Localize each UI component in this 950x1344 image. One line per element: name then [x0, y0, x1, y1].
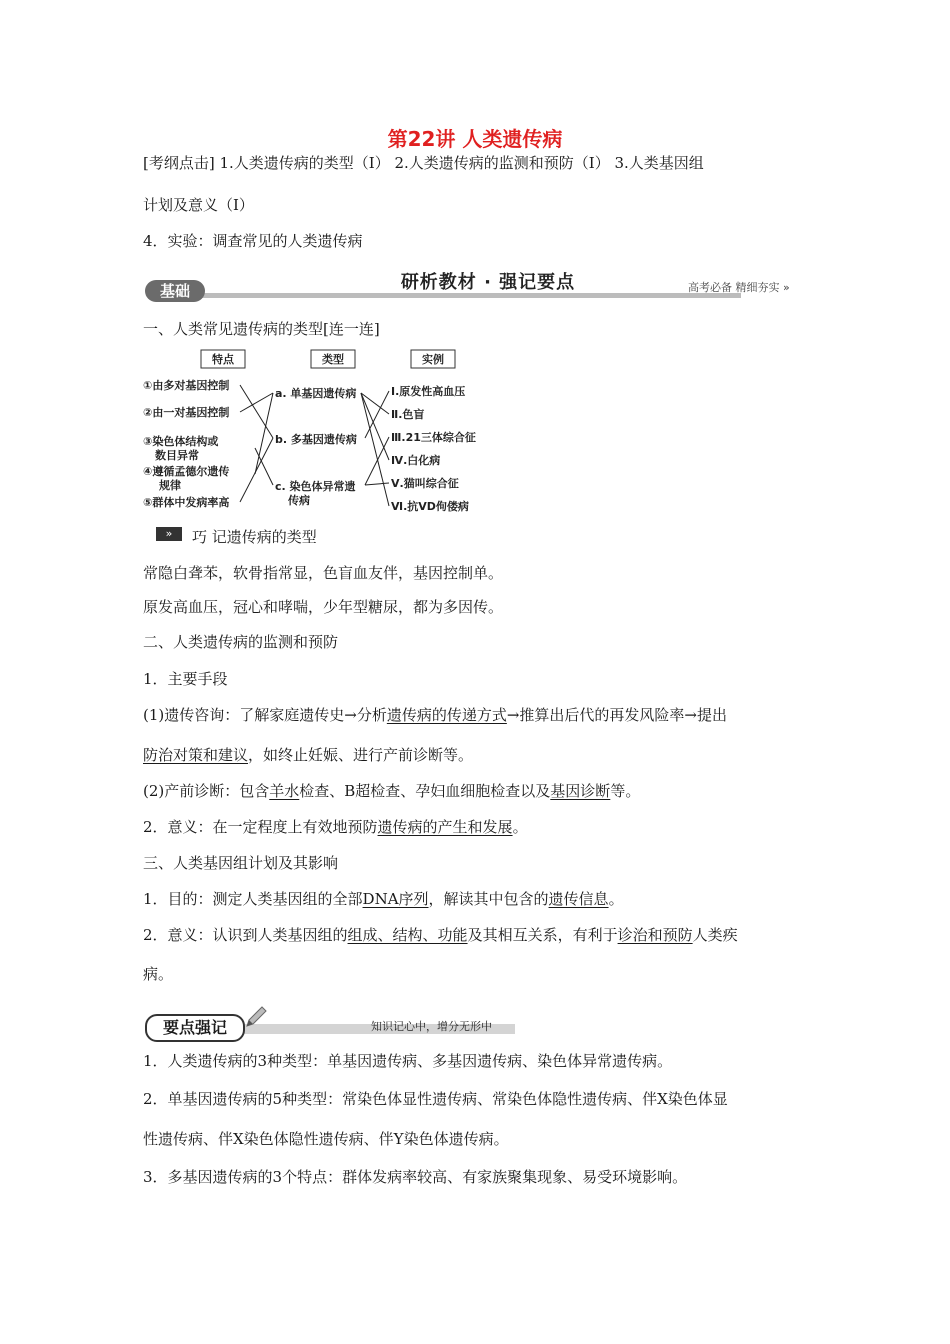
banner-subtitle: 高考必备 精细夯实 » [688, 281, 790, 294]
keypoints-banner [143, 1004, 518, 1040]
section-banner [143, 266, 813, 304]
section2-p2: (2)产前诊断：包含羊水检查、B超检查、孕妇血细胞检查以及基因诊断等。 [143, 782, 641, 800]
section2-p3: 2．意义：在一定程度上有效地预防遗传病的产生和发展。 [143, 818, 528, 836]
keypoints-badge: 要点强记 [145, 1014, 245, 1042]
feature-5: ⑤群体中发病率高 [143, 496, 230, 509]
outline-line-1: [考纲点击] 1.人类遗传病的类型（Ⅰ） 2.人类遗传病的监测和预防（Ⅰ） 3.人类基因组 [143, 154, 704, 172]
section2-p1b: 防治对策和建议，如终止妊娠、进行产前诊断等。 [143, 746, 474, 764]
feature-3b: 数目异常 [155, 449, 199, 462]
section3-p1: 1．目的：测定人类基因组的全部DNA序列，解读其中包含的遗传信息。 [143, 890, 624, 908]
example-5: Ⅴ.猫叫综合征 [391, 477, 459, 490]
feature-4b: 规律 [159, 479, 181, 492]
example-4: Ⅳ.白化病 [391, 454, 441, 467]
section3-heading: 三、人类基因组计划及其影响 [143, 854, 339, 872]
section3-p2: 2．意义：认识到人类基因组的组成、结构、功能及其相互关系，有利于诊治和预防人类疾 [143, 926, 738, 944]
section1-heading: 一、人类常见遗传病的类型[连一连] [143, 320, 380, 338]
feature-4: ④遵循孟德尔遗传 [143, 465, 230, 478]
banner-title: 研析教材 · 强记要点 [400, 272, 576, 293]
keypoints-note: 知识记心中，增分无形中 [371, 1020, 492, 1033]
header-features: 特点 [212, 353, 234, 366]
page-title: 第22讲 人类遗传病 [387, 127, 563, 151]
pencil-icon [243, 1004, 269, 1030]
keypoint-3: 3．多基因遗传病的3个特点：群体发病率较高、有家族聚集现象、易受环境影响。 [143, 1168, 688, 1186]
section3-p2-cont: 病。 [143, 965, 174, 983]
tip-line-2: 原发高血压，冠心和哮喘，少年型糖尿，都为多因传。 [143, 598, 504, 616]
feature-1: ①由多对基因控制 [143, 379, 230, 392]
keypoint-2b: 性遗传病、伴X染色体隐性遗传病、伴Y染色体遗传病。 [143, 1130, 509, 1148]
tip-heading: 巧 记遗传病的类型 [192, 528, 317, 546]
banner-badge: 基础 [145, 280, 205, 302]
keypoint-1: 1．人类遗传病的3种类型：单基因遗传病、多基因遗传病、染色体异常遗传病。 [143, 1052, 673, 1070]
section2-p1a: (1)遗传咨询：了解家庭遗传史→分析遗传病的传递方式→推算出后代的再发风险率→提出 [143, 706, 727, 724]
example-1: Ⅰ.原发性高血压 [391, 385, 466, 398]
connector-lines-right [361, 391, 389, 506]
keypoint-2a: 2．单基因遗传病的5种类型：常染色体显性遗传病、常染色体隐性遗传病、伴X染色体显 [143, 1090, 728, 1108]
section2-sub1: 1．主要手段 [143, 670, 228, 688]
tip-line-1: 常隐白聋苯，软骨指常显，色盲血友伴，基因控制单。 [143, 564, 504, 582]
double-chevron-icon: » [156, 527, 182, 541]
header-examples: 实例 [422, 353, 444, 366]
matching-diagram [143, 346, 483, 516]
outline-line-3: 4．实验：调查常见的人类遗传病 [143, 232, 363, 250]
type-a: a. 单基因遗传病 [275, 387, 357, 400]
type-c2: 传病 [288, 494, 310, 507]
header-types: 类型 [322, 353, 344, 366]
example-3: Ⅲ.21三体综合征 [391, 431, 476, 444]
example-6: Ⅵ.抗VD佝偻病 [391, 500, 469, 513]
section2-heading: 二、人类遗传病的监测和预防 [143, 633, 339, 651]
outline-line-2: 计划及意义（Ⅰ） [143, 196, 254, 214]
feature-2: ②由一对基因控制 [143, 406, 230, 419]
connector-lines-left [240, 385, 273, 502]
type-b: b. 多基因遗传病 [275, 433, 357, 446]
feature-3: ③染色体结构或 [143, 435, 219, 448]
type-c: c. 染色体异常遗 [275, 480, 356, 493]
example-2: Ⅱ.色盲 [391, 408, 425, 421]
